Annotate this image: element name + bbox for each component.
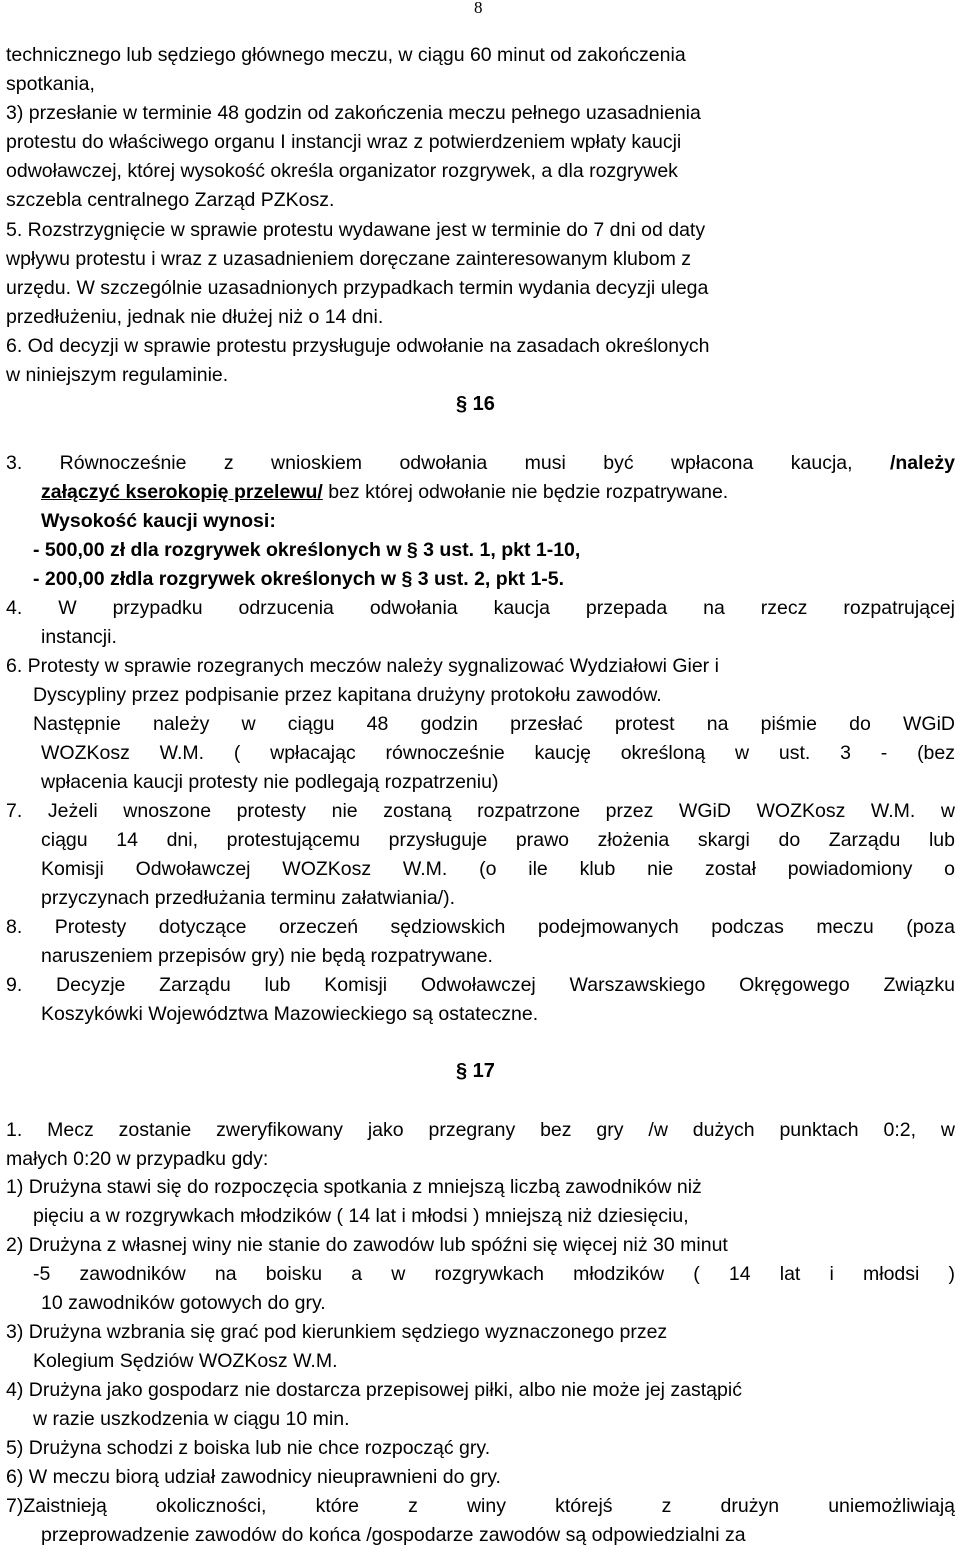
- text-line: małych 0:20 w przypadku gdy:: [6, 1148, 269, 1170]
- text-line: 8. Protesty dotyczące orzeczeń sędziowskich podejmowanych podczas meczu (poza: [6, 916, 955, 938]
- text-fragment-bold: /należy: [889, 452, 955, 474]
- section-heading: § 16: [456, 393, 495, 415]
- text-line: 6. Od decyzji w sprawie protestu przysługuje odwołanie na zasadach określonych: [6, 335, 710, 357]
- text-line: 2) Drużyna z własnej winy nie stanie do zawodów lub spóźni się więcej niż 30 minut: [6, 1234, 728, 1256]
- text-line: instancji.: [41, 626, 117, 648]
- text-fragment: 3. Równocześnie z wnioskiem odwołania musi być wpłacona kaucja,: [6, 452, 853, 474]
- text-line: pięciu a w rozgrywkach młodzików ( 14 lat i młodsi ) mniejszą niż dziesięciu,: [33, 1205, 689, 1227]
- text-line: protestu do właściwego organu I instancji wraz z potwierdzeniem wpłaty kaucji: [6, 131, 682, 153]
- text-line: w razie uszkodzenia w ciągu 10 min.: [33, 1408, 350, 1430]
- text-line: 10 zawodników gotowych do gry.: [41, 1292, 326, 1314]
- text-line: -5 zawodników na boisku a w rozgrywkach młodzików ( 14 lat i młodsi ): [33, 1263, 955, 1285]
- text-line: przyczynach przedłużania terminu załatwiania/).: [41, 887, 456, 909]
- text-line: ciągu 14 dni, protestującemu przysługuje prawo złożenia skargi do Zarządu lub: [41, 829, 955, 851]
- text-line: przedłużeniu, jednak nie dłużej niż o 14 dni.: [6, 306, 384, 328]
- text-line: urzędu. W szczególnie uzasadnionych przypadkach termin wydania decyzji ulega: [6, 277, 709, 299]
- text-fragment: bez której odwołanie nie będzie rozpatrywane.: [322, 481, 729, 503]
- text-line: 5) Drużyna schodzi z boiska lub nie chce rozpocząć gry.: [6, 1437, 491, 1459]
- text-line: 3) Drużyna wzbrania się grać pod kierunkiem sędziego wyznaczonego przez: [6, 1321, 668, 1343]
- text-line: naruszeniem przepisów gry) nie będą rozpatrywane.: [41, 945, 493, 967]
- text-line: 6) W meczu biorą udział zawodnicy nieuprawnieni do gry.: [6, 1466, 501, 1488]
- fee-heading: Wysokość kaucji wynosi:: [41, 510, 276, 532]
- fee-line: - 500,00 zł dla rozgrywek określonych w § 3 ust. 1, pkt 1-10,: [33, 539, 581, 561]
- text-line: 4. W przypadku odrzucenia odwołania kaucja przepada na rzecz rozpatrującej: [6, 597, 955, 619]
- text-line: wpłacenia kaucji protesty nie podlegają rozpatrzeniu): [41, 771, 499, 793]
- text-line: 7. Jeżeli wnoszone protesty nie zostaną rozpatrzone przez WGiD WOZKosz W.M. w: [6, 800, 955, 822]
- text-line: technicznego lub sędziego głównego meczu, w ciągu 60 minut od zakończenia: [6, 44, 686, 66]
- text-line: 1. Mecz zostanie zweryfikowany jako przegrany bez gry /w dużych punktach 0:2, w: [6, 1119, 955, 1141]
- text-line: 5. Rozstrzygnięcie w sprawie protestu wydawane jest w terminie do 7 dni od daty: [6, 219, 706, 241]
- fee-line: - 200,00 złdla rozgrywek określonych w § 3 ust. 2, pkt 1-5.: [33, 568, 565, 590]
- text-line: Komisji Odwoławczej WOZKosz W.M. (o ile klub nie został powiadomiony o: [41, 858, 955, 880]
- text-line: przeprowadzenie zawodów do końca /gospodarze zawodów są odpowiedzialni za: [41, 1524, 746, 1546]
- text-line: w niniejszym regulaminie.: [6, 364, 229, 386]
- text-line: szczebla centralnego Zarząd PZKosz.: [6, 189, 335, 211]
- text-line: WOZKosz W.M. ( wpłacając równocześnie kaucję określoną w ust. 3 - (bez: [41, 742, 955, 764]
- text-line: 1) Drużyna stawi się do rozpoczęcia spotkania z mniejszą liczbą zawodników niż: [6, 1176, 702, 1198]
- text-fragment-bold-underline: załączyć kserokopię przelewu/: [41, 481, 323, 503]
- text-line: 9. Decyzje Zarządu lub Komisji Odwoławczej Warszawskiego Okręgowego Związku: [6, 974, 955, 996]
- text-line: Kolegium Sędziów WOZKosz W.M.: [33, 1350, 338, 1372]
- text-line: 4) Drużyna jako gospodarz nie dostarcza przepisowej piłki, albo nie może jej zastąpić: [6, 1379, 742, 1401]
- text-line: [41, 480, 728, 504]
- text-line: Koszykówki Województwa Mazowieckiego są ostateczne.: [41, 1003, 539, 1025]
- page-number: 8: [474, 0, 483, 17]
- text-line: [6, 451, 955, 475]
- text-line: odwoławczej, której wysokość określa organizator rozgrywek, a dla rozgrywek: [6, 160, 678, 182]
- text-line: 6. Protesty w sprawie rozegranych meczów należy sygnalizować Wydziałowi Gier i: [6, 655, 719, 677]
- section-heading: § 17: [456, 1060, 495, 1082]
- text-line: Dyscypliny przez podpisanie przez kapitana drużyny protokołu zawodów.: [33, 684, 662, 706]
- text-line: 3) przesłanie w terminie 48 godzin od zakończenia meczu pełnego uzasadnienia: [6, 102, 701, 124]
- text-line: spotkania,: [6, 73, 95, 95]
- text-line: wpływu protestu i wraz z uzasadnieniem doręczane zainteresowanym klubom z: [6, 248, 691, 270]
- text-line: 7)Zaistnieją okoliczności, które z winy którejś z drużyn uniemożliwiają: [6, 1495, 955, 1517]
- text-line: Następnie należy w ciągu 48 godzin przesłać protest na piśmie do WGiD: [33, 713, 955, 735]
